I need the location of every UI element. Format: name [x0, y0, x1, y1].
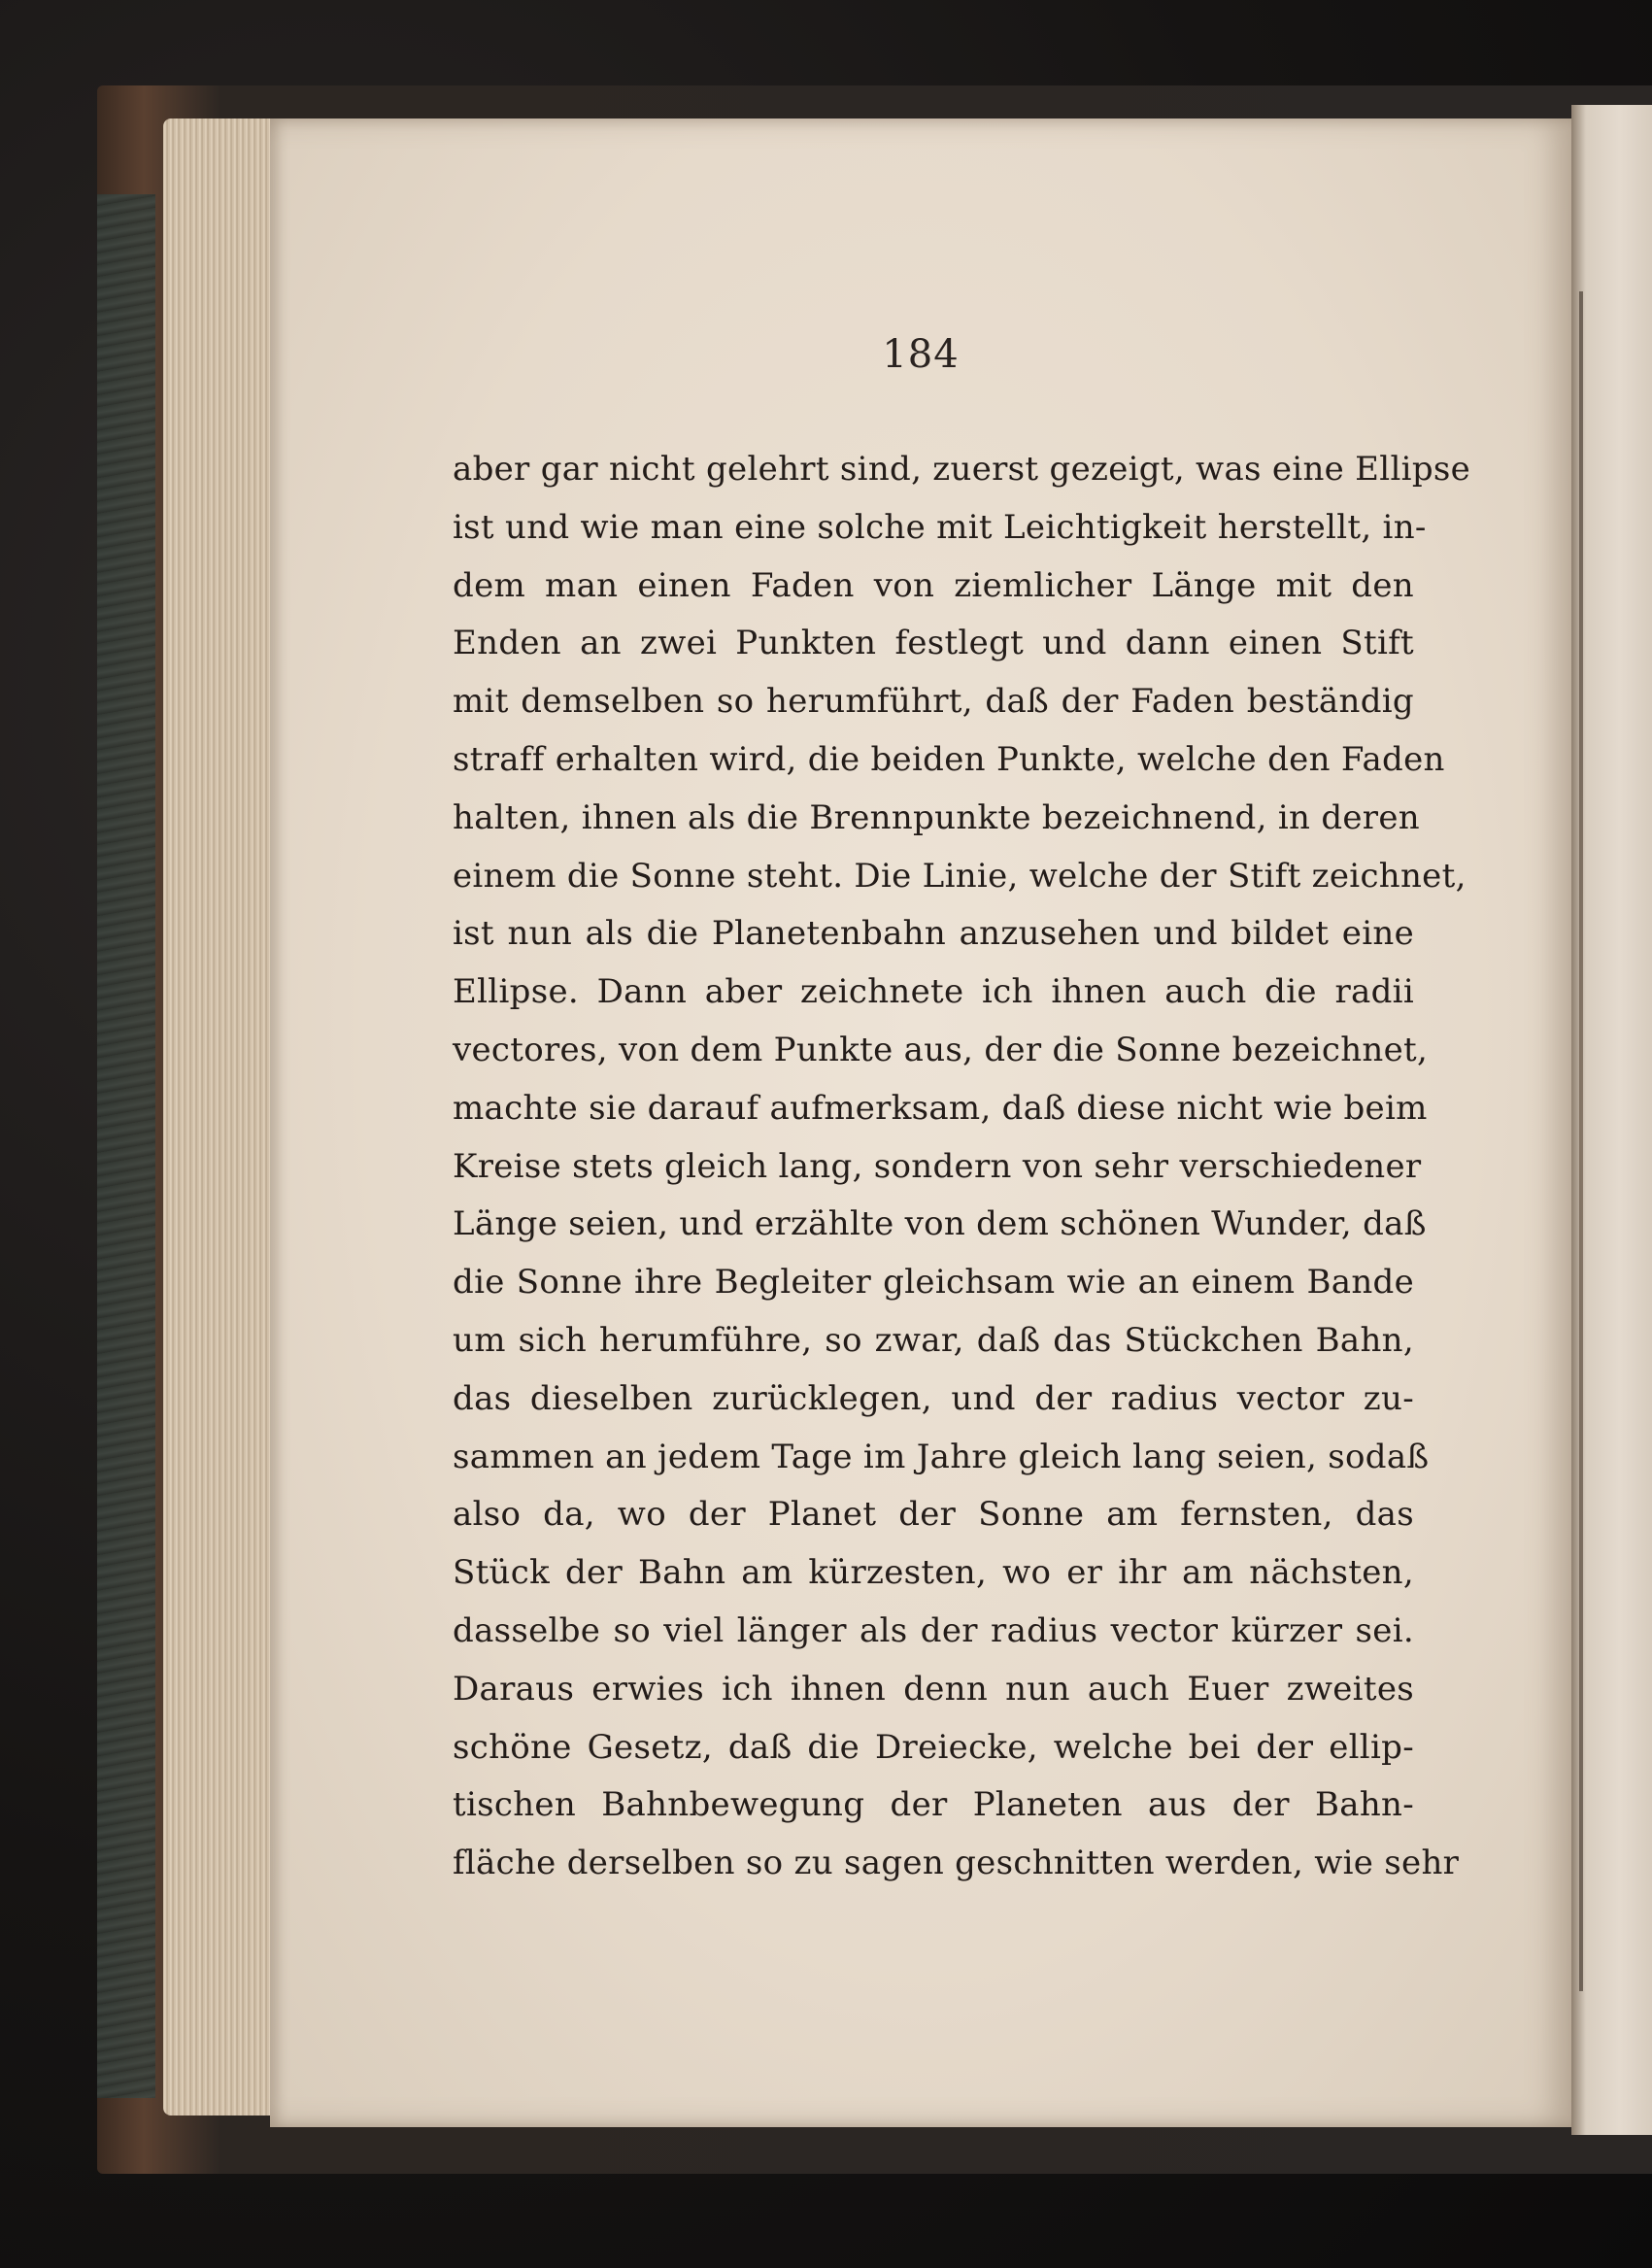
- text-line: also da, wo der Planet der Sonne am fernsten, das: [453, 1495, 1414, 1535]
- body-text: [453, 441, 1471, 1893]
- text-line: sammen an jedem Tage im Jahre gleich lang seien, sodaß: [453, 1437, 1430, 1476]
- text-line: Kreise stets gleich lang, sondern von sehr verschiedener: [453, 1146, 1422, 1186]
- text-line: halten, ihnen als die Brennpunkte bezeichnend, in deren: [453, 797, 1420, 837]
- text-line: die Sonne ihre Begleiter gleichsam wie an einem Bande: [453, 1263, 1414, 1303]
- text-line: vectores, von dem Punkte aus, der die Sonne bezeichnet,: [453, 1030, 1429, 1069]
- text-line: Enden an zwei Punkten festlegt und dann einen Stift: [453, 624, 1414, 663]
- book-spine: [97, 194, 155, 2098]
- text-line: dem man einen Faden von ziemlicher Länge mit den: [453, 565, 1414, 605]
- text-line: Stück der Bahn am kürzesten, wo er ihr am nächsten,: [453, 1553, 1414, 1593]
- text-line: Ellipse. Dann aber zeichnete ich ihnen auch die radii: [453, 972, 1414, 1012]
- facing-page: [1571, 105, 1652, 2135]
- text-line: um sich herumführe, so zwar, daß das Stückchen Bahn,: [453, 1320, 1414, 1360]
- text-line: einem die Sonne steht. Die Linie, welche der Stift zeichnet,: [453, 856, 1467, 896]
- text-line: aber gar nicht gelehrt sind, zuerst gezeigt, was eine Ellipse: [453, 450, 1471, 489]
- text-line: straff erhalten wird, die beiden Punkte, welche den Faden: [453, 739, 1445, 779]
- text-line: machte sie darauf aufmerksam, daß diese nicht wie beim: [453, 1088, 1428, 1128]
- book-page: [270, 118, 1571, 2127]
- text-line: Länge seien, und erzählte von dem schönen Wunder, daß: [453, 1204, 1427, 1244]
- page-edges: [163, 118, 272, 2116]
- facing-page-rule: [1579, 291, 1583, 1991]
- text-line: ist nun als die Planetenbahn anzusehen und bildet eine: [453, 914, 1414, 954]
- text-line: tischen Bahnbewegung der Planeten aus der Bahn-: [453, 1785, 1414, 1825]
- text-line: fläche derselben so zu sagen geschnitten werden, wie sehr: [453, 1844, 1460, 1883]
- page-number: 184: [882, 332, 960, 377]
- text-line: dasselbe so viel länger als der radius vector kürzer sei.: [453, 1610, 1414, 1650]
- text-line: das dieselben zurücklegen, und der radius vector zu-: [453, 1378, 1414, 1418]
- text-line: mit demselben so herumführt, daß der Faden beständig: [453, 682, 1414, 722]
- text-line: ist und wie man eine solche mit Leichtigkeit herstellt, in-: [453, 507, 1427, 547]
- text-line: schöne Gesetz, daß die Dreiecke, welche bei der ellip-: [453, 1727, 1414, 1767]
- text-line: Daraus erwies ich ihnen denn nun auch Euer zweites: [453, 1669, 1414, 1709]
